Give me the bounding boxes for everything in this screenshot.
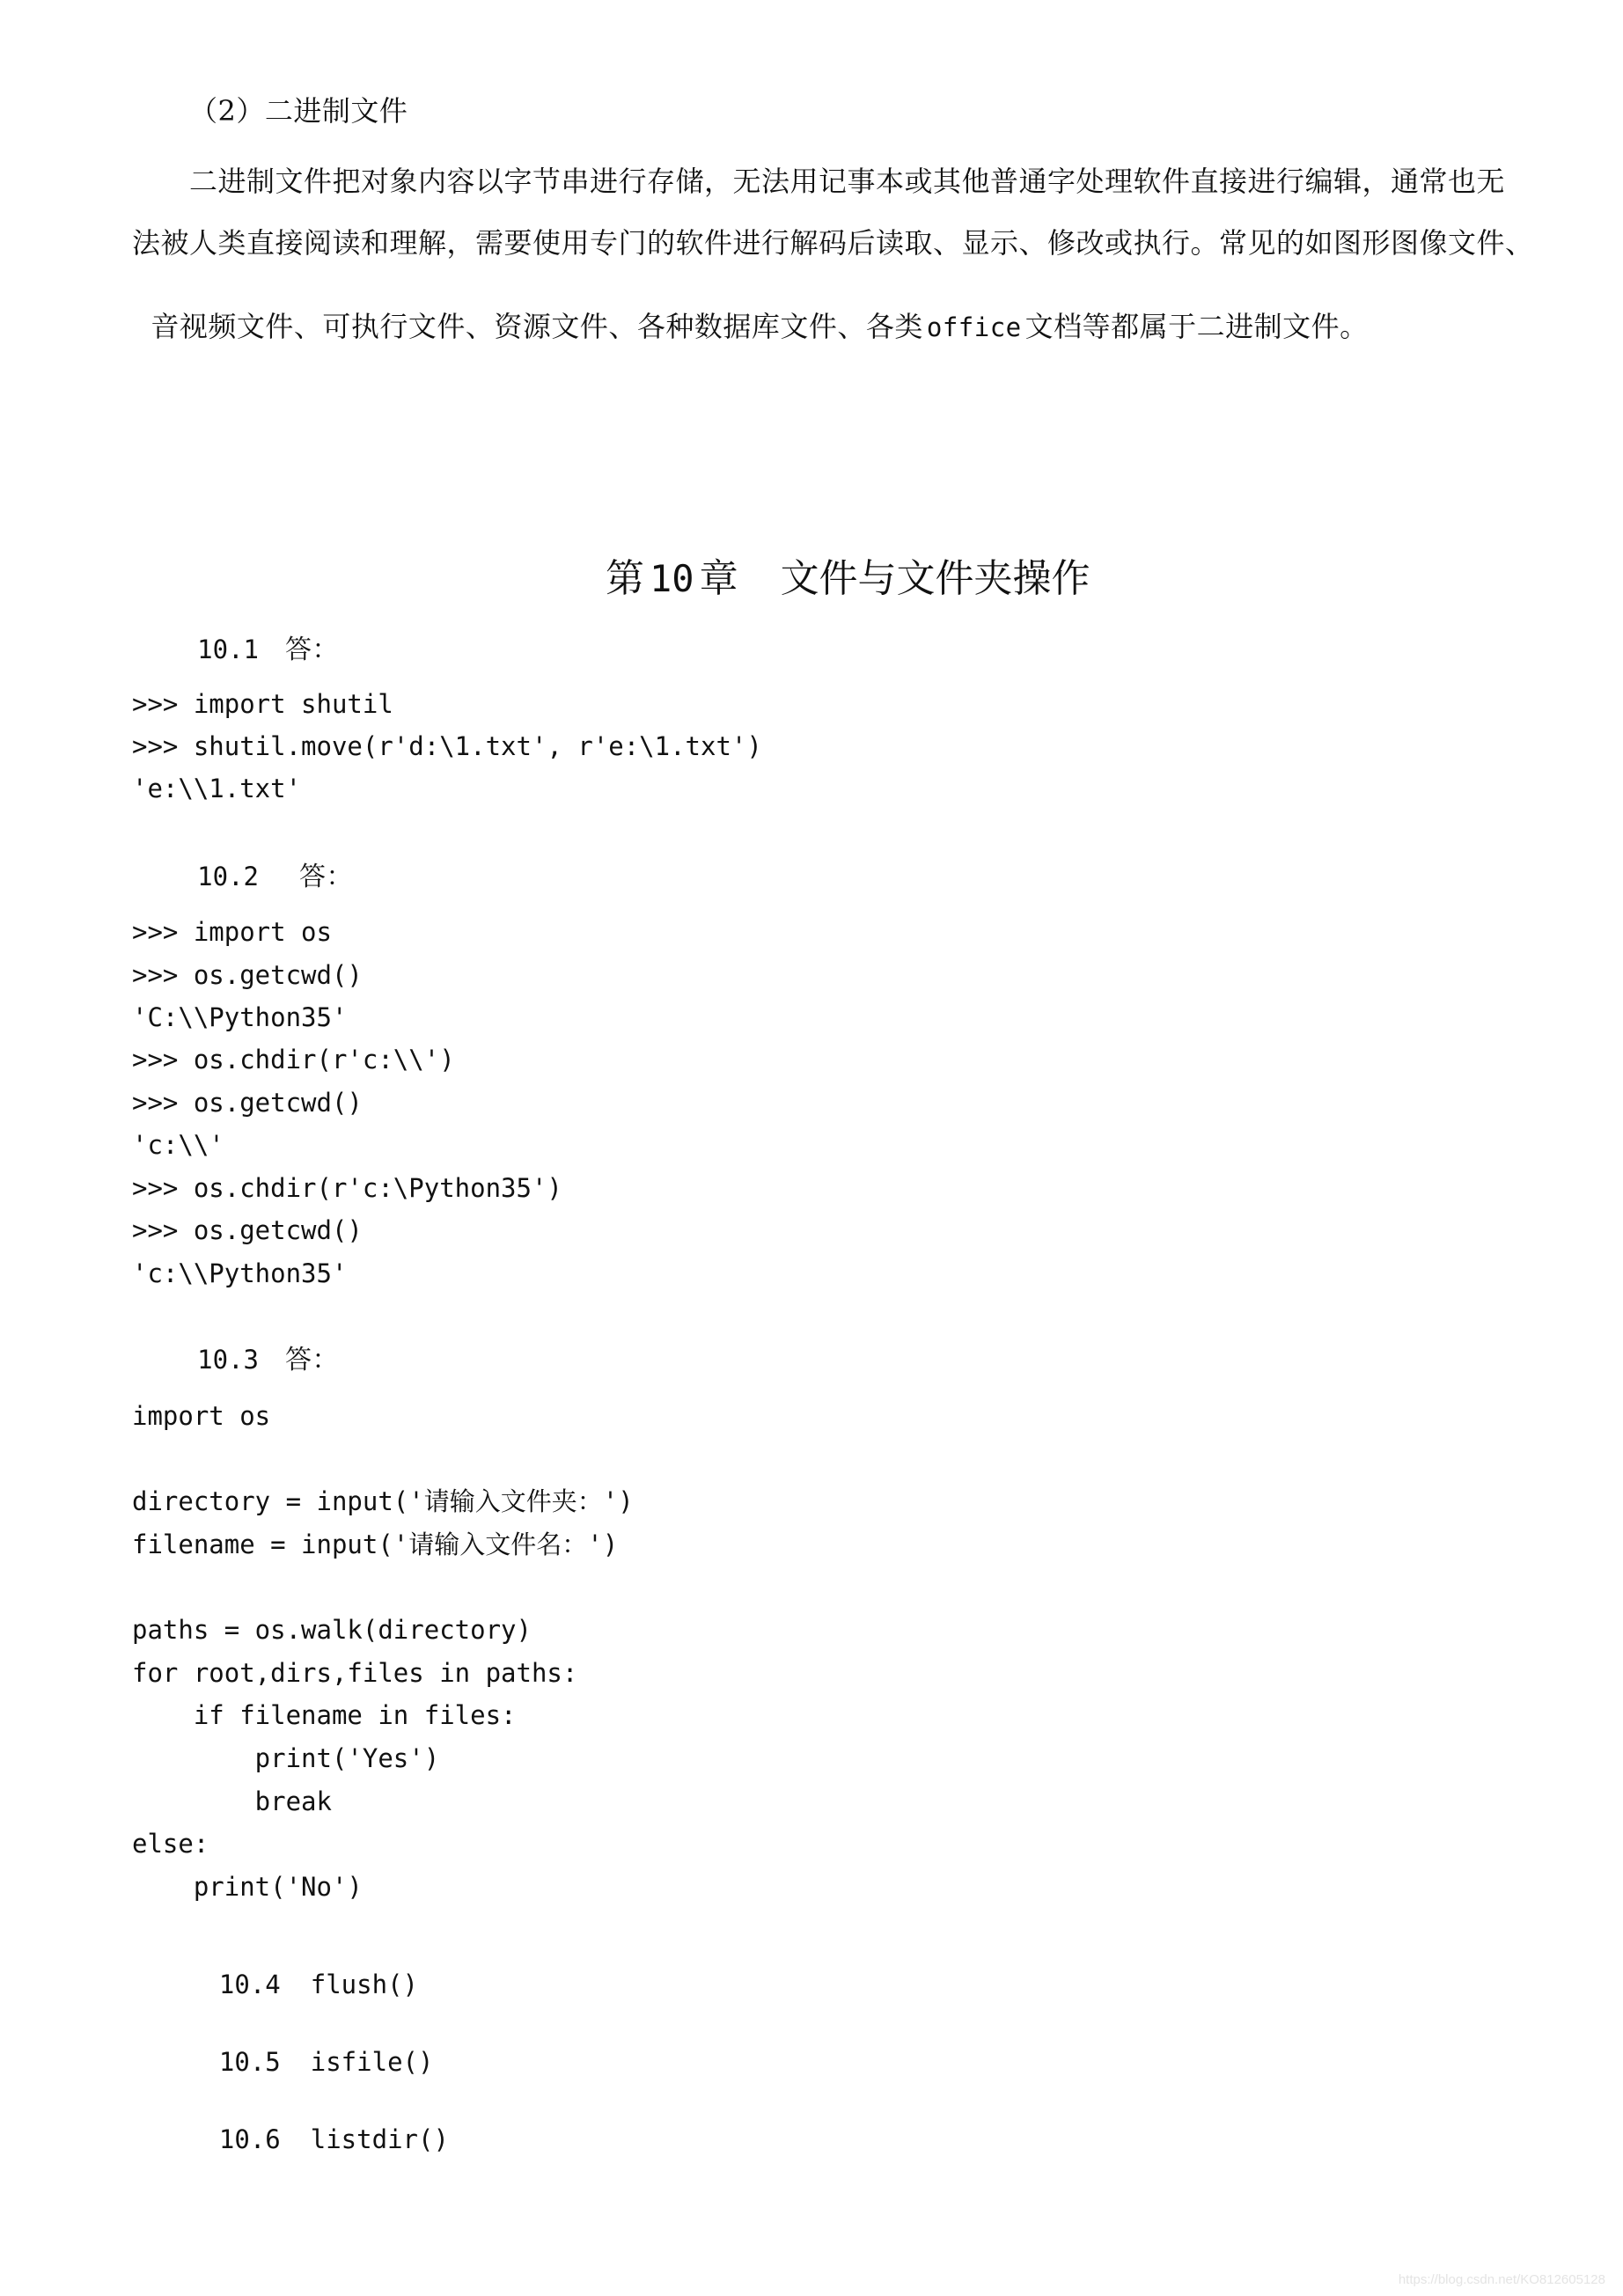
code-line: >>> shutil.move(r'd:\1.txt', r'e:\1.txt') (132, 731, 762, 761)
chapter-heading (581, 521, 1091, 601)
code-line: directory = input('请输入文件夹：') (132, 1486, 634, 1516)
question-label: 10.2 (197, 862, 260, 891)
code-line: 'c:\\Python35' (132, 1258, 348, 1288)
chapter-number: 10 (649, 557, 694, 600)
question-label: 10.3 (197, 1345, 260, 1375)
code-line: if filename in files: (132, 1700, 517, 1730)
code-line: >>> os.chdir(r'c:\\') (132, 1045, 455, 1075)
section-heading: （2）二进制文件 (189, 94, 408, 128)
code-line: >>> import shutil (132, 689, 393, 719)
code-line: 'e:\\1.txt' (132, 774, 302, 803)
code-line: 'c:\\' (132, 1130, 224, 1160)
question-label: 10.6 (218, 2124, 281, 2154)
question-10-2 (188, 850, 353, 891)
question-10-3 (188, 1333, 339, 1374)
question-10-6 (188, 2102, 449, 2153)
question-label: 10.1 (197, 635, 260, 664)
code-line: else: (132, 1829, 209, 1859)
code-line: 'C:\\Python35' (132, 1002, 348, 1032)
paragraph-line-2: 法被人类直接阅读和理解，需要使用专门的软件进行解码后读取、显示、修改或执行。常见的如图形图像文件、 (132, 226, 1534, 260)
code-line: break (132, 1786, 332, 1816)
chapter-suffix: 章 (699, 556, 738, 601)
code-line: print('No') (132, 1872, 363, 1902)
answer-text: flush() (310, 1970, 418, 1999)
code-line: >>> os.chdir(r'c:\Python35') (132, 1173, 562, 1203)
code-line: filename = input('请输入文件名：') (132, 1529, 619, 1559)
paragraph-inline-code: office (926, 312, 1022, 342)
paragraph-line-1: 二进制文件把对象内容以字节串进行存储，无法用记事本或其他普通字处理软件直接进行编辑，通常也无 (189, 165, 1506, 198)
answer-text: listdir() (310, 2124, 449, 2154)
paragraph-line-3-before: 音视频文件、可执行文件、资源文件、各种数据库文件、各类 (151, 310, 923, 343)
chapter-prefix: 第 (605, 556, 644, 601)
code-line: >>> import os (132, 917, 332, 947)
code-line: >>> os.getcwd() (132, 1088, 363, 1118)
question-10-4 (188, 1947, 418, 1998)
code-line: paths = os.walk(directory) (132, 1615, 532, 1645)
question-10-5 (188, 2024, 433, 2075)
question-label: 10.4 (218, 1970, 281, 1999)
watermark: https://blog.csdn.net/KO812605128 (1398, 2272, 1605, 2287)
code-line: >>> os.getcwd() (132, 1215, 363, 1245)
code-line: for root,dirs,files in paths: (132, 1658, 578, 1688)
paragraph-line-3 (132, 284, 1369, 341)
code-line: print('Yes') (132, 1743, 440, 1773)
code-line: >>> os.getcwd() (132, 960, 363, 990)
question-10-1 (188, 623, 339, 664)
answer-prefix: 答： (299, 862, 354, 892)
paragraph-line-3-after: 文档等都属于二进制文件。 (1024, 310, 1369, 343)
chapter-title: 文件与文件夹操作 (780, 556, 1091, 601)
answer-prefix: 答： (285, 635, 340, 665)
answer-prefix: 答： (285, 1345, 340, 1375)
answer-text: isfile() (310, 2047, 434, 2077)
code-line: import os (132, 1401, 271, 1431)
question-label: 10.5 (218, 2047, 281, 2077)
